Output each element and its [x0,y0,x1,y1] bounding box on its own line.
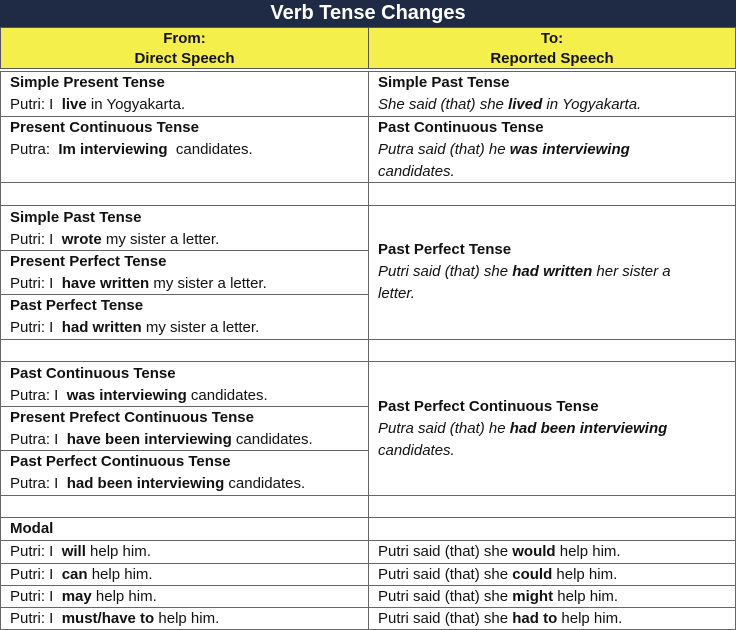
modal-row-right [368,607,736,630]
modal-row-right [368,540,736,564]
cell-present-continuous [0,116,369,183]
example-sentence: Putri: I may help him. [10,588,157,605]
spacer-row [368,339,736,362]
example-sentence: Putra: Im interviewing candidates. [10,141,253,158]
cell-modal-heading [0,517,369,541]
reported-sentence: Putri said (that) she would help him. [378,543,621,560]
cell-simple-past [0,205,369,251]
example-sentence: Putri: I live in Yogyakarta. [10,96,186,113]
cell-simple-present [0,71,369,117]
reported-sentence-cont: candidates. [378,442,455,459]
tense-heading: Simple Past Tense [10,209,142,226]
tense-heading: Present Continuous Tense [10,119,199,136]
tense-heading: Past Perfect Tense [378,241,512,258]
example-sentence: Putra: I had been interviewing candidates. [10,475,306,492]
reported-sentence: Putri said (that) she had written her sister a [378,263,671,280]
modal-row-right [368,563,736,586]
tense-heading: Present Perfect Tense [10,253,167,270]
tense-heading: Past Perfect Continuous Tense [10,453,231,470]
reported-sentence: Putra said (that) he had been interviewing [378,420,668,437]
header-to [368,27,736,69]
tense-heading: Past Perfect Continuous Tense [378,398,599,415]
example-sentence: Putri: I will help him. [10,543,151,560]
cell-present-perfect-continuous [0,406,369,451]
tense-heading: Simple Present Tense [10,74,165,91]
example-sentence: Putri: I had written my sister a letter. [10,319,260,336]
tense-heading: Past Continuous Tense [378,119,544,136]
example-sentence: Putra: I have been interviewing candidates. [10,431,313,448]
modal-row-left [0,585,369,608]
modal-row-left [0,540,369,564]
reported-sentence: Putri said (that) she might help him. [378,588,619,605]
tense-heading: Present Prefect Continuous Tense [10,409,254,426]
example-sentence: Putri: I wrote my sister a letter. [10,231,220,248]
cell-past-perfect-reported [368,205,736,340]
reported-sentence: Putra said (that) he was interviewing [378,141,630,158]
modal-row-left [0,563,369,586]
header-from [0,27,369,69]
cell-modal-heading-empty [368,517,736,541]
spacer-row [0,182,369,206]
tense-heading: Simple Past Tense [378,74,510,91]
reported-sentence-cont: candidates. [378,163,455,180]
modal-row-right [368,585,736,608]
page-title: Verb Tense Changes [0,0,736,27]
header-from-sub: Direct Speech [134,50,235,67]
spacer-row [368,495,736,518]
header-to-label: To: [540,30,564,47]
cell-past-continuous [0,361,369,407]
spacer-row [368,182,736,206]
cell-past-perfect-continuous-reported [368,361,736,496]
example-sentence: Putri: I have written my sister a letter. [10,275,267,292]
cell-simple-past-reported [368,71,736,117]
modal-row-left [0,607,369,630]
header-from-label: From: [163,30,206,47]
reported-sentence-cont: letter. [378,285,415,302]
spacer-row [0,495,369,518]
cell-present-perfect [0,250,369,295]
cell-past-perfect [0,294,369,340]
cell-past-perfect-continuous [0,450,369,496]
tense-heading: Past Continuous Tense [10,365,176,382]
example-sentence: Putri: I can help him. [10,566,153,583]
example-sentence: Putri: I must/have to help him. [10,610,220,627]
reported-sentence: Putri said (that) she could help him. [378,566,618,583]
spacer-row [0,339,369,362]
example-sentence: Putra: I was interviewing candidates. [10,387,268,404]
reported-sentence: She said (that) she lived in Yogyakarta. [378,96,642,113]
tense-heading: Modal [10,520,54,537]
reported-sentence: Putri said (that) she had to help him. [378,610,623,627]
tense-heading: Past Perfect Tense [10,297,144,314]
header-to-sub: Reported Speech [490,50,614,67]
cell-past-continuous-reported [368,116,736,183]
